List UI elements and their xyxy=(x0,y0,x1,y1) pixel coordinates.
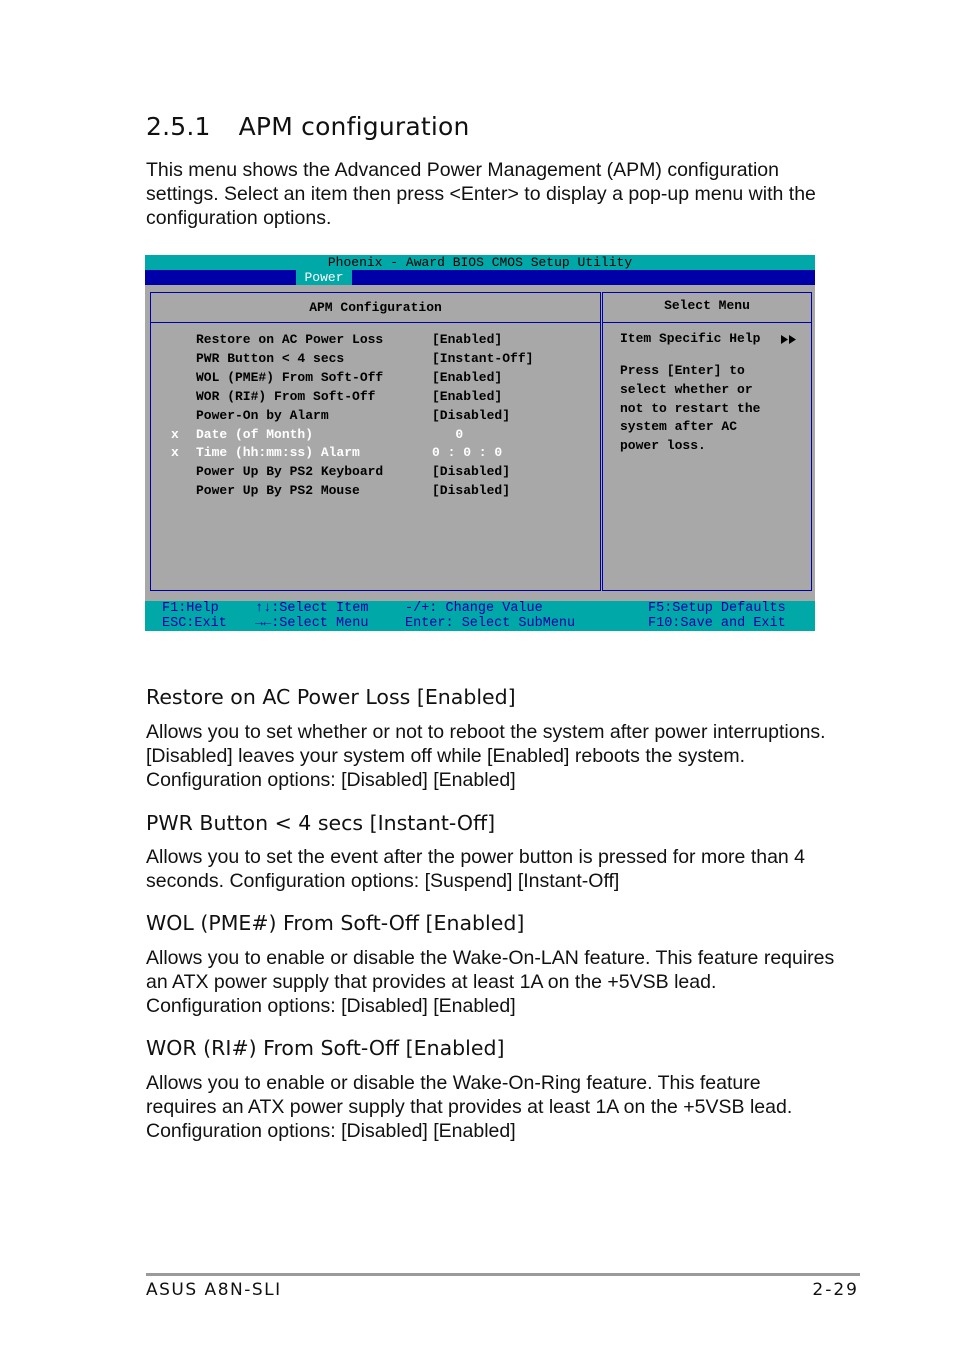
bios-item-label: Power Up By PS2 Mouse xyxy=(196,483,360,499)
setting-heading-wol: WOL (PME#) From Soft-Off [Enabled] xyxy=(146,911,525,935)
bios-item[interactable] xyxy=(151,481,591,500)
footer-rule xyxy=(146,1273,860,1276)
bios-item xyxy=(151,425,591,444)
intro-paragraph: This menu shows the Advanced Power Management (APM) configuration settings. Select an item then press <Enter> to display a pop-up menu with the configuration options. xyxy=(146,159,816,229)
section-number: 2.5.1 xyxy=(146,112,211,141)
panel-divider xyxy=(151,322,600,323)
setting-body-restore: Allows you to set whether or not to reboot the system after power interruptions. [Disabled] leaves your system off while [Enabled] reboots the system. Configuration options: [Disabled] [Enabled] xyxy=(146,721,826,791)
bios-item[interactable] xyxy=(151,406,591,425)
bios-item-label: Restore on AC Power Loss xyxy=(196,332,384,347)
setting-body-wol: Allows you to enable or disable the Wake-On-LAN feature. This feature requires an ATX power supply that provides at least 1A on the +5VSB lead. Configuration options: [Disabled] [Enabled] xyxy=(146,947,835,1017)
section-title-text: APM configuration xyxy=(238,112,470,141)
bios-item-value: [Disabled] xyxy=(432,407,511,423)
key-f1-help: F1:Help xyxy=(162,601,219,616)
setting-heading-wor: WOR (RI#) From Soft-Off [Enabled] xyxy=(146,1036,505,1060)
bios-item-label: Date (of Month) xyxy=(196,426,314,442)
bios-key-legend xyxy=(145,601,815,631)
bios-item-label: WOR (RI#) From Soft-Off xyxy=(196,388,376,404)
bios-item-label: Power Up By PS2 Keyboard xyxy=(196,464,384,480)
setting-body-wor: Allows you to enable or disable the Wake-On-Ring feature. This feature requires an ATX power supply that provides at least 1A on the +5VSB lead. Configuration options: [Disabled] [Enabled] xyxy=(146,1072,793,1142)
bios-item-disabled-mark: x xyxy=(171,426,179,442)
bios-item[interactable] xyxy=(151,368,591,387)
bios-item-value: 0 xyxy=(432,426,464,442)
bios-item-disabled-mark: x xyxy=(171,445,179,461)
tab-power[interactable]: Power xyxy=(296,270,352,285)
bios-item[interactable] xyxy=(151,387,591,406)
key-select-item: ↑↓:Select Item xyxy=(255,601,369,616)
setting-heading-pwr-button: PWR Button < 4 secs [Instant-Off] xyxy=(146,811,496,835)
bios-item-label: PWR Button < 4 secs xyxy=(196,350,345,366)
setting-body-pwr-button: Allows you to set the event after the power button is pressed for more than 4 seconds. Configuration options: [Suspend] [Instant-Off] xyxy=(146,846,806,892)
key-select-menu: →←:Select Menu xyxy=(255,616,369,631)
panel-title: APM Configuration xyxy=(309,300,442,315)
help-title: Item Specific Help xyxy=(620,331,761,346)
key-enter-submenu: Enter: Select SubMenu xyxy=(405,616,576,631)
bios-help-panel xyxy=(602,292,812,591)
footer-product: ASUS A8N-SLI xyxy=(146,1280,282,1300)
help-divider xyxy=(603,322,811,323)
bios-item xyxy=(151,443,591,462)
bios-item-label: Time (hh:mm:ss) Alarm xyxy=(196,445,360,461)
help-text: Press [Enter] to select whether or not to restart the system after AC power loss. xyxy=(620,363,761,454)
bios-screenshot xyxy=(145,255,815,631)
footer-page-number: 2-29 xyxy=(812,1280,859,1300)
bios-item-value: [Instant-Off] xyxy=(432,350,534,366)
bios-item-value: [Disabled] xyxy=(432,464,511,480)
key-f5-defaults: F5:Setup Defaults xyxy=(648,601,786,616)
bios-item-label: Power-On by Alarm xyxy=(196,407,329,423)
bios-item-value: 0 : 0 : 0 xyxy=(432,445,503,461)
key-change-value: -/+: Change Value xyxy=(405,601,543,616)
help-panel-title: Select Menu xyxy=(664,298,750,313)
bios-item-value: [Disabled] xyxy=(432,483,511,499)
bios-item[interactable] xyxy=(151,330,591,349)
key-esc-exit: ESC:Exit xyxy=(162,616,227,631)
bios-item-label: WOL (PME#) From Soft-Off xyxy=(196,369,384,385)
bios-item-value: [Enabled] xyxy=(432,369,503,385)
bios-title-bar: Phoenix - Award BIOS CMOS Setup Utility xyxy=(145,255,815,270)
section-title xyxy=(146,112,470,141)
bios-item[interactable] xyxy=(151,349,591,368)
bios-settings-panel xyxy=(150,292,601,591)
double-arrow-right-icon xyxy=(781,335,797,344)
bios-item[interactable] xyxy=(151,462,591,481)
bios-item-value: [Enabled] xyxy=(432,388,503,404)
bios-menu-bar xyxy=(145,270,815,285)
bios-item-value: [Enabled] xyxy=(432,332,503,347)
key-f10-save-exit: F10:Save and Exit xyxy=(648,616,786,631)
setting-heading-restore: Restore on AC Power Loss [Enabled] xyxy=(146,685,516,709)
